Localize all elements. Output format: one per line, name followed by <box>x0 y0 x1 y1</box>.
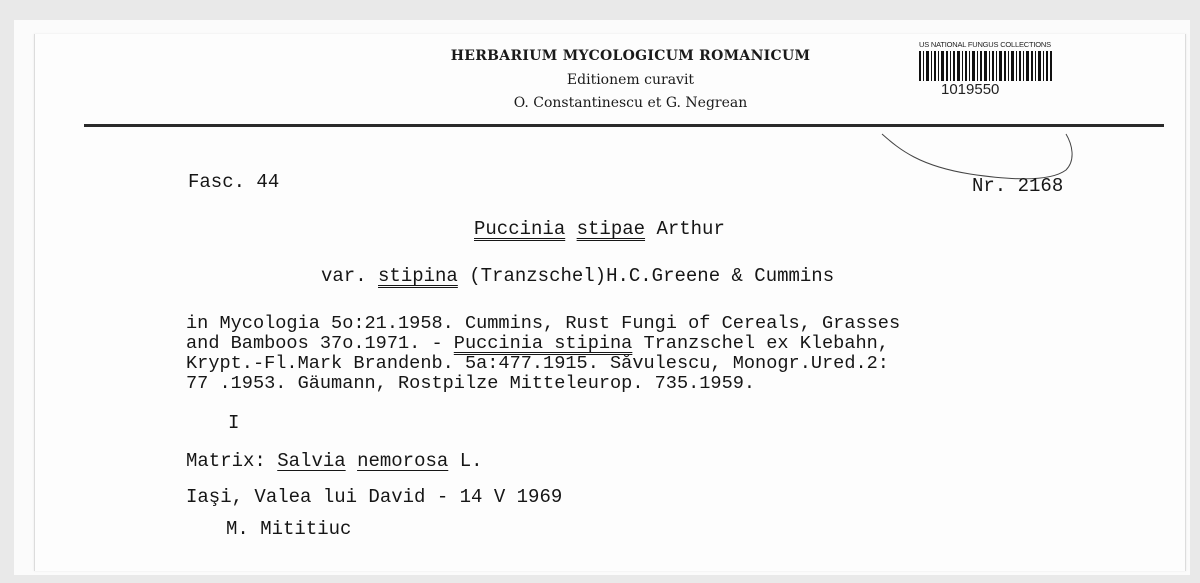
editor-line: Editionem curavit <box>566 72 695 88</box>
variety-name <box>321 265 834 287</box>
taxon-author: Arthur <box>656 218 725 240</box>
host-author: L. <box>459 450 483 472</box>
barcode-number: 1019550 <box>941 81 1000 98</box>
host-matrix <box>186 450 483 472</box>
citation-synonym: Puccinia stipina <box>453 333 633 354</box>
locality-date: Iaşi, Valea lui David - 14 V 1969 <box>186 486 563 508</box>
fascicle-number: Fasc. 44 <box>188 171 280 193</box>
matrix-label: Matrix: <box>186 450 266 472</box>
taxon-name <box>474 218 725 240</box>
taxon-genus: Puccinia <box>474 218 566 240</box>
variety-epithet: stipina <box>378 265 458 287</box>
variety-prefix: var. <box>321 265 367 287</box>
citation-line: 77 .1953. Gäumann, Rostpilze Mitteleurop. 735.1959. <box>186 373 756 394</box>
exsiccata-number: Nr. 2168 <box>972 175 1064 197</box>
host-species: nemorosa <box>357 450 449 472</box>
editors-names: O. Constantinescu et G. Negrean <box>513 95 748 111</box>
citation-line: in Mycologia 5o:21.1958. Cummins, Rust Fungi of Cereals, Grasses <box>186 313 901 334</box>
citation-text: and Bamboos 37o.1971. - <box>186 333 454 354</box>
host-genus: Salvia <box>277 450 346 472</box>
collector-name: M. Mititiuc <box>226 518 352 540</box>
citation-line <box>186 334 1086 354</box>
header-rule <box>84 124 1164 127</box>
barcode-label <box>917 40 1063 110</box>
citation-text: Tranzschel ex Klebahn, <box>632 333 889 354</box>
variety-author: (Tranzschel)H.C.Greene & Cummins <box>469 265 835 287</box>
spore-stage: I <box>228 412 240 434</box>
literature-citation <box>186 314 1086 394</box>
taxon-species: stipae <box>576 218 646 240</box>
barcode-caption: US NATIONAL FUNGUS COLLECTIONS <box>919 40 1051 49</box>
herbarium-title: HERBARIUM MYCOLOGICUM ROMANICUM <box>450 48 811 64</box>
barcode-icon <box>917 51 1053 81</box>
citation-line: Krypt.-Fl.Mark Brandenb. 5a:477.1915. Săvulescu, Monogr.Ured.2: <box>186 353 889 374</box>
